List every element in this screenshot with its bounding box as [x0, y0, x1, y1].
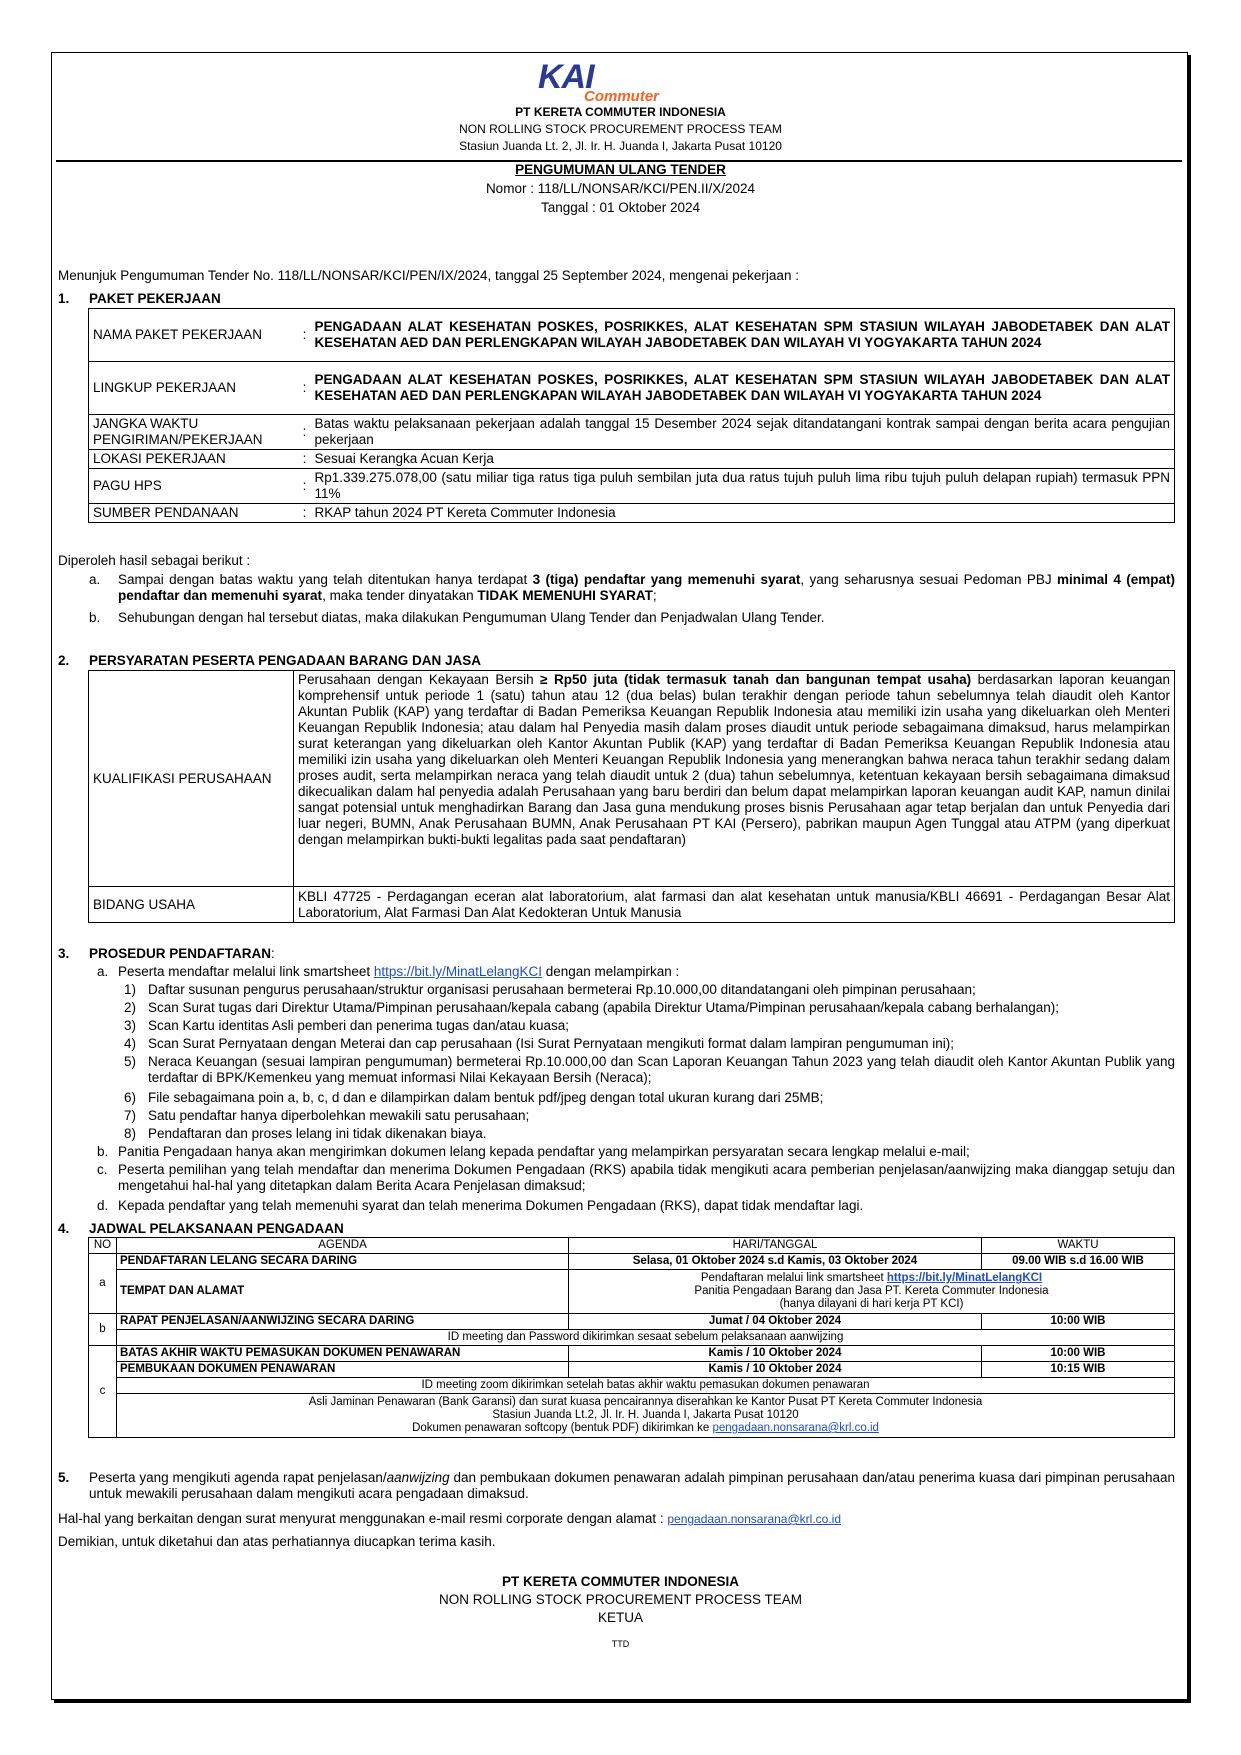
- row-no-a: a: [89, 1254, 117, 1314]
- list-item: Scan Surat tugas dari Direktur Utama/Pimpinan perusahaan/kepala cabang (apabila Direktur Utama/Pimpinan perusahaan/kepala cabang berhalangan);: [148, 1000, 1060, 1015]
- prosedur-a-part: dengan melampirkan :: [541, 964, 680, 979]
- row-no-c: c: [89, 1346, 117, 1438]
- kualifikasi-value: [294, 671, 1175, 887]
- section3-number: 3.: [58, 946, 70, 961]
- list-item: Scan Surat Pernyataan dengan Meterai dan cap perusahaan (Isi Surat Pernyataan mengikuti format dalam lampiran pengumuman ini);: [148, 1036, 954, 1051]
- result-a-text: [118, 572, 1175, 604]
- penyerahan-line-3: [120, 1422, 1171, 1435]
- table-row: [89, 1394, 1175, 1438]
- penyerahan-line-2: Stasiun Juanda Lt.2, Jl. Ir. H. Juanda I, Jakarta Pusat 10120: [492, 1409, 799, 1421]
- result-a-part: , yang seharusnya sesuai Pedoman PBJ: [800, 572, 1057, 587]
- signature-role: KETUA: [597, 1610, 643, 1625]
- prosedur-d-marker: d.: [97, 1198, 109, 1213]
- agenda-pembukaan: PEMBUKAAN DOKUMEN PENAWARAN: [117, 1362, 569, 1378]
- pagu-label: PAGU HPS: [89, 469, 299, 504]
- prosedur-a-text: [118, 964, 679, 980]
- sumber-value: RKAP tahun 2024 PT Kereta Commuter Indonesia: [311, 504, 1175, 523]
- lingkup-value: PENGADAAN ALAT KESEHATAN POSKES, POSRIKKES, ALAT KESEHATAN SPM STASIUN WILAYAH JABODETABEK DAN ALAT KESEHATAN AED DAN PERLENGKAPAN WILAYAH JABODETABEK DAN WILAYAH VI YOGYAKARTA TAHUN 2024: [311, 362, 1175, 415]
- prosedur-c-text: Peserta pemilihan yang telah mendaftar dan menerima Dokumen Pengadaan (RKS) apabila tidak mengikuti acara pemberian penjelasan/aanwijzing maka dianggap setuju dan mengetahui hal-hal yang ditetapkan dalam Berita Acara Penjelasan dimaksud;: [118, 1162, 1175, 1193]
- list-item: Scan Kartu identitas Asli pemberi dan penerima tugas dan/atau kuasa;: [148, 1018, 570, 1033]
- colon: :: [299, 469, 311, 504]
- prosedur-c-marker: c.: [97, 1162, 108, 1177]
- closing-thanks: Demikian, untuk diketahui dan atas perhatiannya diucapkan terima kasih.: [58, 1534, 496, 1549]
- pagu-value: Rp1.339.275.078,00 (satu miliar tiga ratus tiga puluh sembilan juta dua ratus tujuh puluh lima ribu tujuh puluh delapan rupiah) termasuk PPN 11%: [311, 469, 1175, 504]
- section4-number: 4.: [58, 1221, 70, 1236]
- section3-title-text: PROSEDUR PENDAFTARAN: [89, 946, 272, 961]
- colon: :: [299, 309, 311, 362]
- waktu-pendaftaran: 09.00 WIB s.d 16.00 WIB: [982, 1254, 1175, 1270]
- signature-ttd: TTD: [611, 1639, 630, 1649]
- colon: :: [299, 504, 311, 523]
- header-company: PT KERETA COMMUTER INDONESIA: [515, 105, 726, 119]
- list-item-number: 3): [124, 1018, 137, 1033]
- list-item-number: 7): [124, 1108, 137, 1123]
- table-row: [89, 1314, 1175, 1330]
- table-row: [89, 1254, 1175, 1270]
- row-no-b: b: [89, 1314, 117, 1346]
- jangka-waktu-label: JANGKA WAKTU PENGIRIMAN/PEKERJAAN: [89, 415, 299, 450]
- list-item: File sebagaimana poin a, b, c, d dan e dilampirkan dalam bentuk pdf/jpeg dengan total ukuran kurang dari 25MB;: [148, 1090, 824, 1105]
- result-b-text: Sehubungan dengan hal tersebut diatas, maka dilakukan Pengumuman Ulang Tender dan Penjadwalan Ulang Tender.: [118, 610, 825, 625]
- prosedur-a-marker: a.: [97, 964, 109, 979]
- tempat-detail: [569, 1270, 1175, 1314]
- table-row: [89, 1362, 1175, 1378]
- aanwijzing-note: ID meeting dan Password dikirimkan sesaat sebelum pelaksanaan aanwijzing: [117, 1330, 1175, 1346]
- prosedur-a-part: Peserta mendaftar melalui link smartsheet: [118, 964, 374, 979]
- section4-title: JADWAL PELAKSANAAN PENGADAAN: [89, 1221, 344, 1236]
- smartsheet-link[interactable]: https://bit.ly/MinatLelangKCI: [373, 964, 542, 979]
- kualifikasi-label: KUALIFIKASI PERUSAHAAN: [89, 671, 294, 887]
- lokasi-label: LOKASI PEKERJAAN: [89, 450, 299, 469]
- agenda-batas-akhir: BATAS AKHIR WAKTU PEMASUKAN DOKUMEN PENAWARAN: [117, 1346, 569, 1362]
- logo-sub: Commuter: [584, 88, 660, 105]
- hari-pembukaan: Kamis / 10 Oktober 2024: [569, 1362, 982, 1378]
- table-row: [89, 1330, 1175, 1346]
- section5-part: dan pembukaan dokumen penawaran adalah pimpinan perusahaan dan/atau penerima kuasa dari pimpinan perusahaan untuk mewakili perusahaan dalam mengikuti acara pengadaan dimaksud.: [89, 1470, 1175, 1501]
- result-intro: Diperoleh hasil sebagai berikut :: [58, 553, 251, 568]
- list-item: Neraca Keuangan (sesuai lampiran pengumuman) bermeterai Rp.10.000,00 dan Scan Laporan Keuangan Tahun 2023 yang telah diaudit oleh Kantor Akuntan Publik yang terdaftar di BPK/Kemenkeu yang memuat informasi Nilai Kekayaan Bersih (Neraca);: [148, 1054, 1175, 1085]
- section5-number: 5.: [58, 1470, 70, 1485]
- list-item-number: 2): [124, 1000, 137, 1015]
- lokasi-value: Sesuai Kerangka Acuan Kerja: [311, 450, 1175, 469]
- section1-number: 1.: [58, 291, 70, 306]
- signature-team: NON ROLLING STOCK PROCUREMENT PROCESS TEAM: [438, 1592, 803, 1607]
- section2-title: PERSYARATAN PESERTA PENGADAAN BARANG DAN JASA: [89, 653, 482, 668]
- result-a-bold: 3 (tiga) pendaftar yang memenuhi syarat: [532, 572, 801, 587]
- result-a-part: Sampai dengan batas waktu yang telah ditentukan hanya terdapat: [118, 572, 533, 587]
- bidang-usaha-label: BIDANG USAHA: [89, 887, 294, 923]
- list-item-number: 5): [124, 1054, 137, 1069]
- table-row: [89, 469, 1175, 504]
- result-a-marker: a.: [89, 572, 101, 587]
- nama-paket-label: NAMA PAKET PEKERJAAN: [89, 309, 299, 362]
- waktu-pembukaan: 10:15 WIB: [982, 1362, 1175, 1378]
- sumber-label: SUMBER PENDANAAN: [89, 504, 299, 523]
- jangka-waktu-value: Batas waktu pelaksanaan pekerjaan adalah tanggal 15 Desember 2024 sejak ditandatangani kontrak sampai dengan berita acara pengujian pekerjaan: [311, 415, 1175, 450]
- table-row: [89, 887, 1175, 923]
- page-title: PENGUMUMAN ULANG TENDER: [515, 162, 726, 177]
- hari-aanwijzing: Jumat / 04 Oktober 2024: [569, 1314, 982, 1330]
- result-a-bold: TIDAK MEMENUHI SYARAT: [477, 588, 653, 603]
- section3-title: [89, 946, 275, 962]
- signature-company: PT KERETA COMMUTER INDONESIA: [501, 1574, 739, 1589]
- result-a-part: ;: [652, 588, 657, 603]
- logo-brand: KAI: [538, 58, 594, 96]
- list-item-number: 4): [124, 1036, 137, 1051]
- paket-table: [88, 308, 1175, 523]
- col-header-hari: HARI/TANGGAL: [569, 1238, 982, 1254]
- table-row: [89, 362, 1175, 415]
- kai-commuter-logo: [538, 58, 698, 108]
- penyerahan-note: [117, 1394, 1175, 1438]
- section2-number: 2.: [58, 653, 70, 668]
- waktu-aanwijzing: 10:00 WIB: [982, 1314, 1175, 1330]
- table-row: [89, 504, 1175, 523]
- agenda-pendaftaran: PENDAFTARAN LELANG SECARA DARING: [117, 1254, 569, 1270]
- list-item-number: 1): [124, 982, 137, 997]
- prosedur-b-marker: b.: [97, 1144, 109, 1159]
- tempat-line-2: Panitia Pengadaan Barang dan Jasa PT. Kereta Commuter Indonesia: [694, 1285, 1049, 1297]
- header-team: NON ROLLING STOCK PROCUREMENT PROCESS TEAM: [459, 122, 782, 136]
- table-row: [89, 1270, 1175, 1314]
- waktu-batas-akhir: 10:00 WIB: [982, 1346, 1175, 1362]
- col-header-waktu: WAKTU: [982, 1238, 1175, 1254]
- tempat-line-1-text: Pendaftaran melalui link smartsheet: [700, 1272, 887, 1284]
- table-header-row: [89, 1238, 1175, 1254]
- section5-part: Peserta yang mengikuti agenda rapat penjelasan/: [89, 1470, 387, 1485]
- nama-paket-value: PENGADAAN ALAT KESEHATAN POSKES, POSRIKKES, ALAT KESEHATAN SPM STASIUN WILAYAH JABODETABEK DAN ALAT KESEHATAN AED DAN PERLENGKAPAN WILAYAH JABODETABEK DAN WILAYAH VI YOGYAKARTA TAHUN 2024: [311, 309, 1175, 362]
- col-header-no: NO: [89, 1238, 117, 1254]
- list-item: Pendaftaran dan proses lelang ini tidak dikenakan biaya.: [148, 1126, 487, 1141]
- table-row: [89, 671, 1175, 887]
- section5-text: [89, 1470, 1175, 1502]
- smartsheet-link[interactable]: https://bit.ly/MinatLelangKCI: [886, 1272, 1043, 1284]
- penyerahan-line-1: Asli Jaminan Penawaran (Bank Garansi) dan surat kuasa pencairannya diserahkan ke Kantor Pusat PT Kereta Commuter Indonesia: [308, 1396, 983, 1408]
- document-number: Nomor : 118/LL/NONSAR/KCI/PEN.II/X/2024: [485, 181, 756, 196]
- zoom-note: ID meeting zoom dikirimkan setelah batas akhir waktu pemasukan dokumen penawaran: [117, 1378, 1175, 1394]
- closing-email-text: Hal-hal yang berkaitan dengan surat menyurat menggunakan e-mail resmi corporate dengan alamat :: [58, 1511, 668, 1526]
- intro-text: Menunjuk Pengumuman Tender No. 118/LL/NONSAR/KCI/PEN/IX/2024, tanggal 25 September 2024, mengenai pekerjaan :: [58, 268, 799, 283]
- persyaratan-table: [88, 670, 1175, 923]
- table-row: [89, 450, 1175, 469]
- prosedur-b-text: Panitia Pengadaan hanya akan mengirimkan dokumen lelang kepada pendaftar yang melampirkan persyaratan secara lengkap melalui e-mail;: [118, 1144, 970, 1159]
- section5-italic: aanwijzing: [386, 1470, 450, 1485]
- bidang-usaha-value: KBLI 47725 - Perdagangan eceran alat laboratorium, alat farmasi dan alat kesehatan untuk manusia/KBLI 46691 - Perdagangan Besar Alat Laboratorium, Alat Farmasi Dan Alat Kedokteran Untuk Manusia: [294, 887, 1175, 923]
- email-link[interactable]: pengadaan.nonsarana@krl.co.id: [712, 1422, 879, 1434]
- list-item-number: 8): [124, 1126, 137, 1141]
- result-a-bold: minimal 4 (empat) pendaftar dan memenuhi syarat: [118, 572, 1175, 603]
- list-item: Satu pendaftar hanya diperbolehkan mewakili satu perusahaan;: [148, 1108, 530, 1123]
- tempat-line-3: (hanya dilayani di hari kerja PT KCI): [779, 1298, 964, 1310]
- agenda-aanwijzing: RAPAT PENJELASAN/AANWIJZING SECARA DARING: [117, 1314, 569, 1330]
- colon: :: [299, 415, 311, 450]
- kualifikasi-part: Perusahaan dengan Kekayaan Bersih: [298, 672, 541, 687]
- result-b-marker: b.: [89, 610, 101, 625]
- table-row: [89, 309, 1175, 362]
- colon: :: [299, 450, 311, 469]
- agenda-tempat: TEMPAT DAN ALAMAT: [117, 1270, 569, 1314]
- list-item: Daftar susunan pengurus perusahaan/struktur organisasi perusahaan bermeterai Rp.10.000,00 ditandatangani oleh pimpinan perusahaan;: [148, 982, 976, 997]
- list-item-number: 6): [124, 1090, 137, 1105]
- result-a-part: , maka tender dinyatakan: [322, 588, 478, 603]
- section1-title: PAKET PEKERJAAN: [89, 291, 221, 306]
- col-header-agenda: AGENDA: [117, 1238, 569, 1254]
- lingkup-label: LINGKUP PEKERJAAN: [89, 362, 299, 415]
- header-address: Stasiun Juanda Lt. 2, Jl. Ir. H. Juanda I, Jakarta Pusat 10120: [459, 139, 782, 153]
- table-row: [89, 415, 1175, 450]
- email-link[interactable]: pengadaan.nonsarana@krl.co.id: [667, 1512, 841, 1526]
- hari-batas-akhir: Kamis / 10 Oktober 2024: [569, 1346, 982, 1362]
- colon: :: [299, 362, 311, 415]
- section3-title-colon: :: [271, 946, 275, 961]
- table-row: [89, 1346, 1175, 1362]
- tempat-line-1: [572, 1272, 1171, 1285]
- kualifikasi-part: berdasarkan laporan keuangan komprehensif untuk periode 1 (satu) tahun atau 12 (dua belas) bulan terakhir dengan periode tahun sebelumnya telah diaudit oleh Kantor Akuntan Publik (KAP) yang terdaftar di Badan Pemeriksa Keuangan Republik Indonesia atau memiliki izin usaha yang dikeluarkan oleh Menteri Keuangan Republik Indonesia; atau dalam hal Penyedia masih dalam proses diaudit untuk periode sebagaimana dimaksud, harus melampirkan surat keterangan yang dikeluarkan oleh Kantor Akuntan Publik (KAP) yang terdaftar di Badan Pemeriksa Keuangan Republik Indonesia atau memiliki izin usaha yang dikeluarkan oleh Menteri Keuangan Republik Indonesia yang menerangkan bahwa neraca tahun terakhir sedang dalam proses audit, serta melampirkan neraca yang telah diaudit untuk 2 (dua) tahun sebelumnya, ketentuan kekayaan bersih sebagaimana dimaksud dikecualikan dalam hal penyedia adalah Perusahaan yang baru berdiri dan belum dapat melampirkan laporan keuangan audit KAP, namun dinilai sangat potensial untuk menghadirkan Barang dan Jasa guna mendukung proses bisnis Perusahaan agar tetap berjalan dan untuk Penyedia dari luar negeri, BUMN, Anak Perusahaan BUMN, Anak Perusahaan PT KAI (Persero), pabrikan maupun Agen Tunggal atau ATPM (yang diperkuat dengan melampirkan bukti-bukti legalitas pada saat pendaftaran): [298, 672, 1170, 847]
- kualifikasi-bold: ≥ Rp50 juta (tidak termasuk tanah dan bangunan tempat usaha): [540, 672, 972, 687]
- hari-pendaftaran: Selasa, 01 Oktober 2024 s.d Kamis, 03 Oktober 2024: [569, 1254, 982, 1270]
- penyerahan-line-3-text: Dokumen penawaran softcopy (bentuk PDF) dikirimkan ke: [412, 1422, 713, 1434]
- document-date: Tanggal : 01 Oktober 2024: [540, 200, 701, 215]
- table-row: [89, 1378, 1175, 1394]
- jadwal-table: [88, 1237, 1175, 1438]
- closing-email-line: [58, 1511, 841, 1527]
- prosedur-d-text: Kepada pendaftar yang telah memenuhi syarat dan telah menerima Dokumen Pengadaan (RKS), dapat tidak mendaftar lagi.: [118, 1198, 864, 1213]
